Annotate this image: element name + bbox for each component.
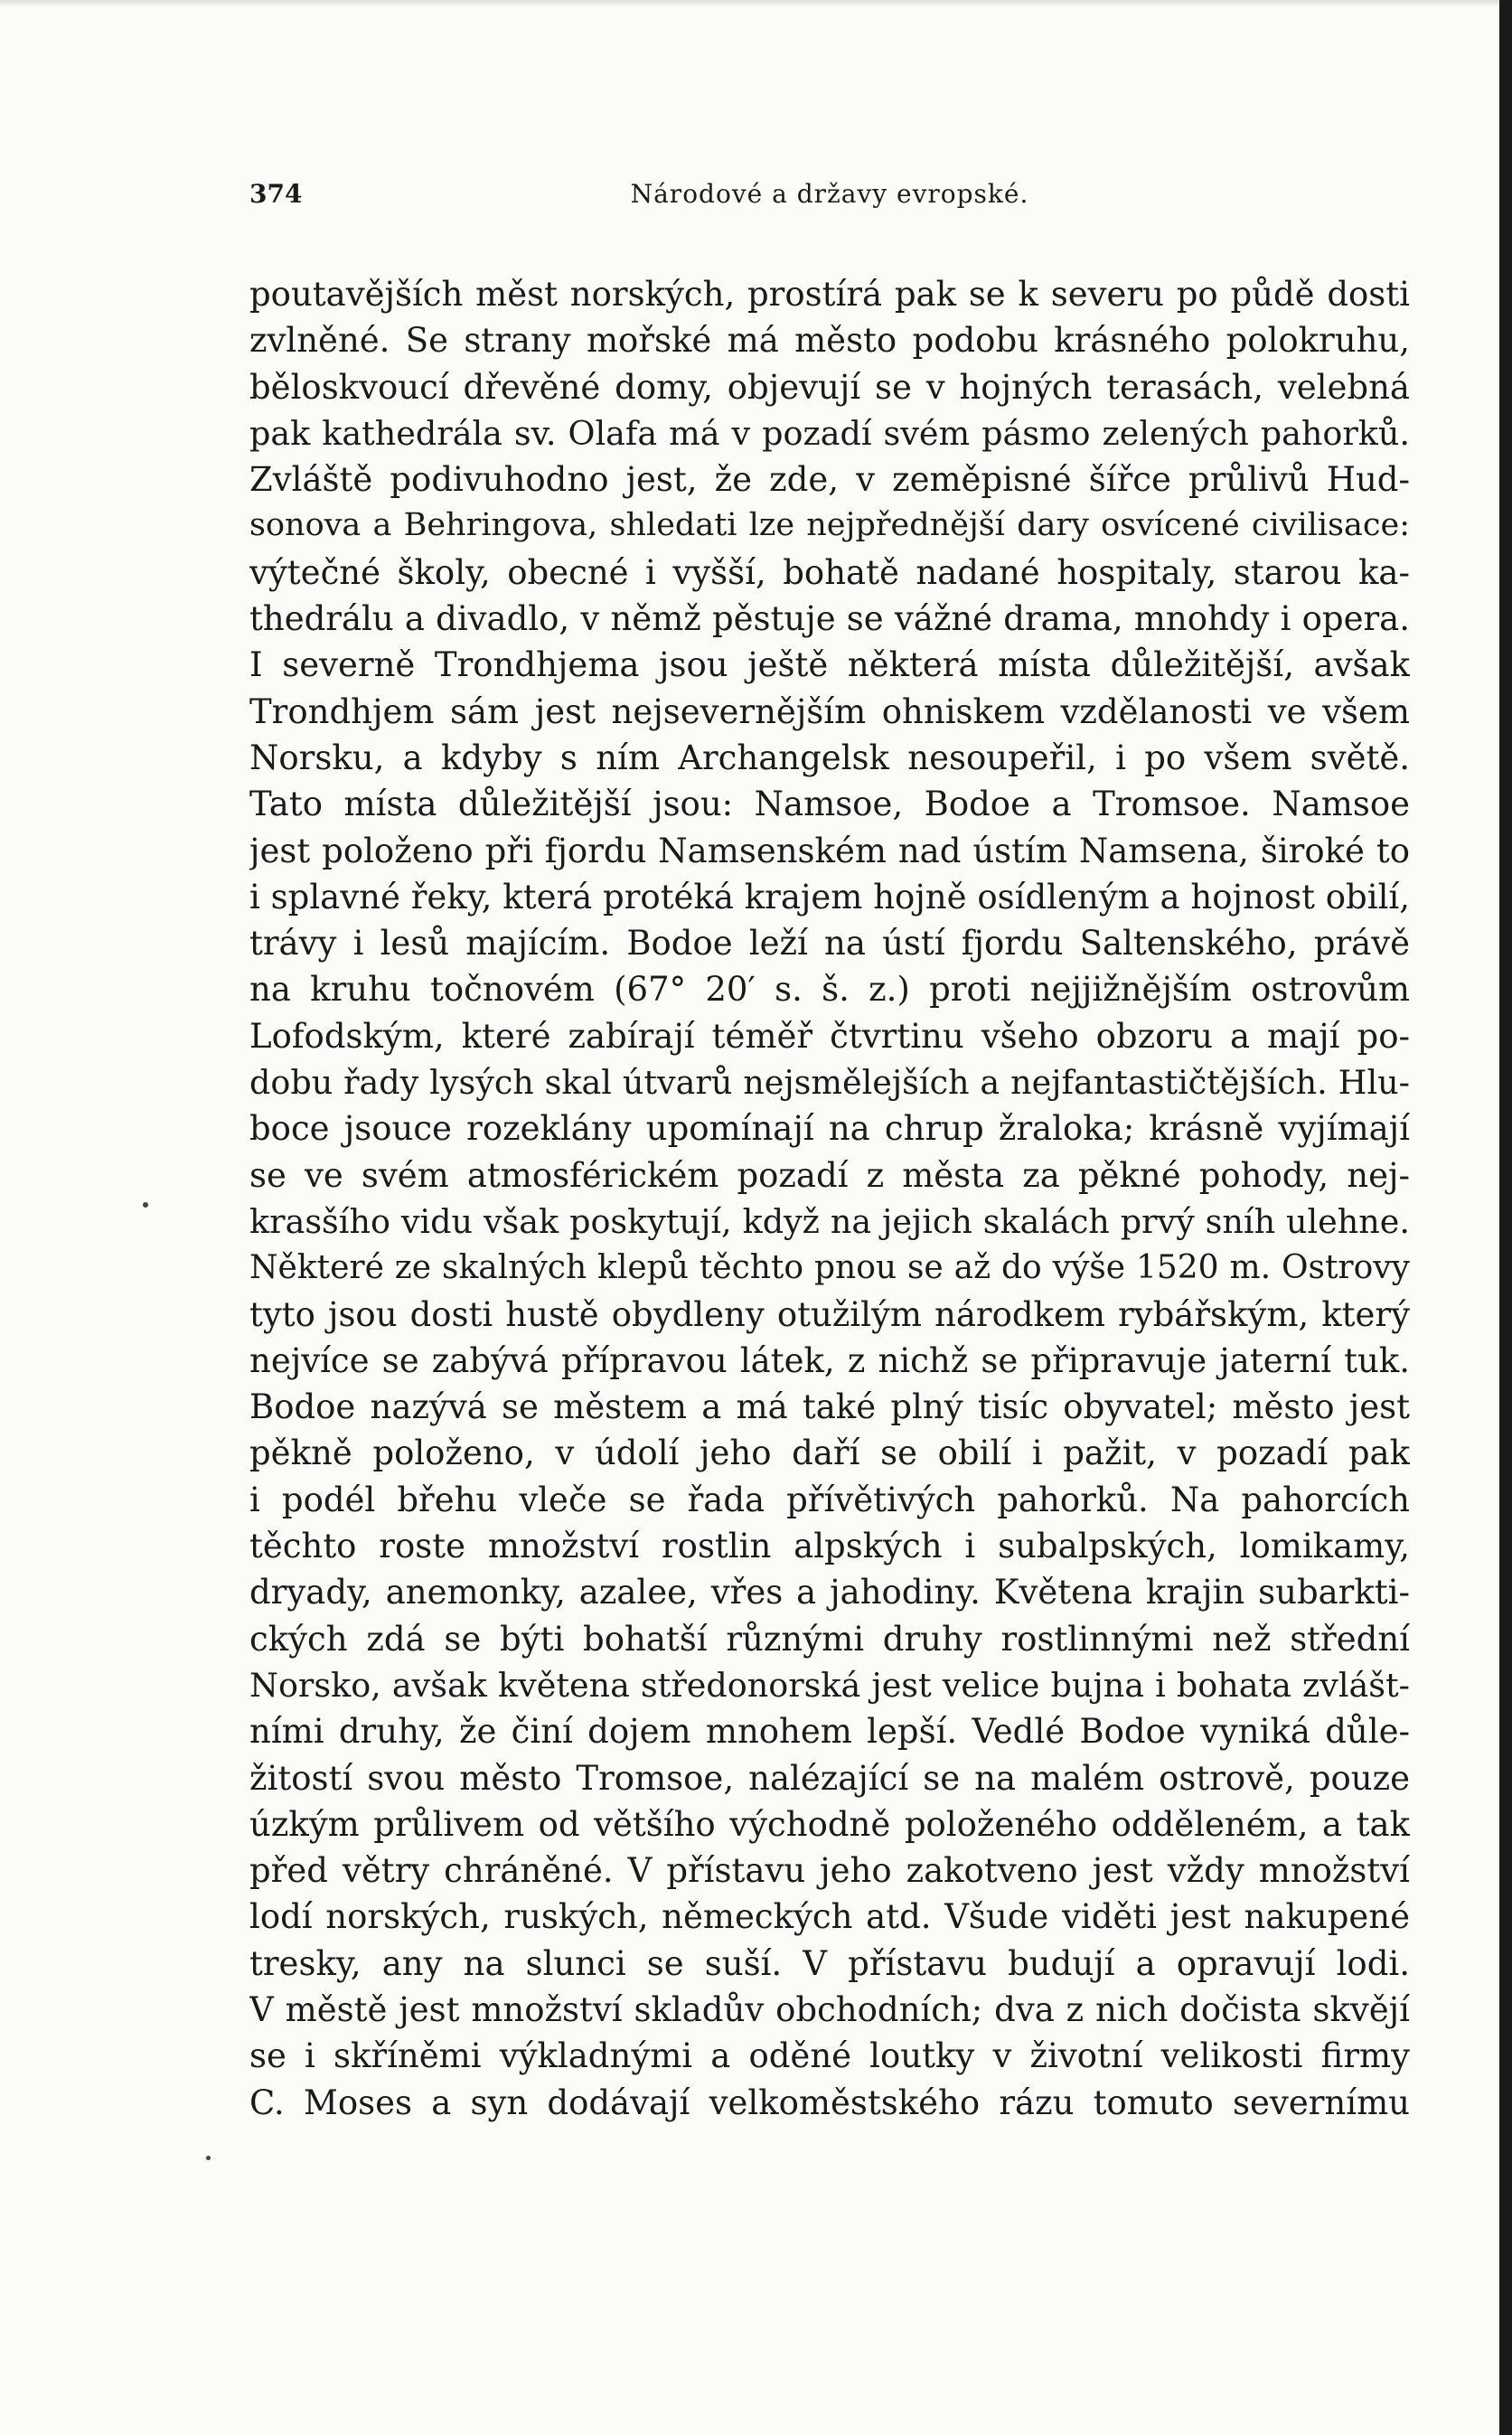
text-line: poutavějších měst norských, prostírá pak se k severu po půdě dosti <box>249 275 1410 314</box>
text-line: tyto jsou dosti hustě obydleny otužilým národkem rybářským, který <box>249 1294 1410 1334</box>
text-line: výtečné školy, obecné i vyšší, bohatě nadané hospitaly, starou ka- <box>249 552 1410 592</box>
text-line: Bodoe nazývá se městem a má také plný tisíc obyvatel; město jest <box>249 1387 1410 1427</box>
text-line: na kruhu točnovém (67° 20′ s. š. z.) proti nejjižnějším ostrovům <box>249 970 1410 1010</box>
body-text <box>249 271 1410 2126</box>
running-head: Národové a državy evropské. <box>630 179 1029 209</box>
text-line: úzkým průlivem od většího východně položeného odděleném, a tak <box>249 1804 1410 1844</box>
text-line: pěkně položeno, v údolí jeho daří se obilí i pažit, v pozadí pak <box>249 1434 1410 1473</box>
text-line: C. Moses a syn dodávají velkoměstského rázu tomuto severnímu <box>249 2082 1410 2122</box>
text-line: před větry chráněné. V přístavu jeho zakotveno jest vždy množství <box>249 1851 1410 1891</box>
text-line: se ve svém atmosférickém pozadí z města za pěkné pohody, nej- <box>249 1155 1410 1195</box>
text-line: Lofodským, které zabírají téměř čtvrtinu všeho obzoru a mají po- <box>249 1016 1410 1056</box>
text-line: i splavné řeky, která protéká krajem hojně osídleným a hojnost obilí, <box>249 877 1410 917</box>
text-line: těchto roste množství rostlin alpských i subalpských, lomikamy, <box>249 1527 1410 1566</box>
text-line: ckých zdá se býti bohatší různými druhy rostlinnými než střední <box>249 1619 1410 1659</box>
scan-top-edge <box>0 0 1512 7</box>
text-line: I severně Trondhjema jsou ještě některá místa důležitější, avšak <box>249 645 1410 685</box>
text-line: žitostí svou město Tromsoe, nalézající se na malém ostrově, pouze <box>249 1758 1410 1798</box>
scan-speck <box>143 1202 148 1208</box>
text-line: běloskvoucí dřevěné domy, objevují se v hojných terasách, velebná <box>249 367 1410 407</box>
text-line: trávy i lesů majícím. Bodoe leží na ústí fjordu Saltenského, právě <box>249 924 1410 964</box>
text-line: tresky, any na slunci se suší. V přístavu budují a opravují lodi. <box>249 1943 1410 1983</box>
text-line: dobu řady lysých skal útvarů nejsmělejších a nejfantastičtějších. Hlu- <box>249 1063 1410 1103</box>
text-line: jest položeno při fjordu Namsenském nad ústím Namsena, široké to <box>249 831 1410 870</box>
text-line: nejvíce se zabývá přípravou látek, z nichž se připravuje jaterní tuk. <box>249 1340 1410 1380</box>
text-line: Tato místa důležitější jsou: Namsoe, Bodoe a Tromsoe. Namsoe <box>249 785 1410 824</box>
text-line: pak kathedrála sv. Olafa má v pozadí svém pásmo zelených pahorků. <box>249 413 1410 453</box>
text-line: se i skříněmi výkladnými a oděné loutky v životní velikosti firmy <box>249 2036 1410 2076</box>
scan-right-edge <box>1499 0 1512 2435</box>
text-line: i podél břehu vleče se řada přívětivých pahorků. Na pahorcích <box>249 1480 1410 1519</box>
text-line: krasšího vidu však poskytují, když na jejich skalách prvý sníh ulehne. <box>249 1201 1410 1241</box>
text-line: thedrálu a divadlo, v němž pěstuje se vážné drama, mnohdy i opera. <box>249 599 1410 639</box>
scan-speck <box>206 2156 211 2160</box>
text-line: Některé ze skalných klepů těchto pnou se až do výše 1520 m. Ostrovy <box>249 1249 1410 1287</box>
text-line: sonova a Behringova, shledati lze nejpřednější dary osvícené civilisace: <box>249 507 1410 544</box>
text-line: Trondhjem sám jest nejsevernějším ohniskem vzdělanosti ve všem <box>249 691 1410 731</box>
page-number: 374 <box>249 179 303 209</box>
text-line: ními druhy, že činí dojem mnohem lepší. Vedlé Bodoe vyniká důle- <box>249 1712 1410 1752</box>
text-line: boce jsouce rozeklány upomínají na chrup žraloka; krásně vyjímají <box>249 1109 1410 1149</box>
text-line: zvlněné. Se strany mořské má město podobu krásného polokruhu, <box>249 321 1410 361</box>
text-line: dryady, anemonky, azalee, vřes a jahodiny. Květena krajin subarkti- <box>249 1573 1410 1612</box>
text-line: Norsko, avšak květena středonorská jest velice bujna i bohata zvlášt- <box>249 1665 1410 1705</box>
text-line: lodí norských, ruských, německých atd. Všude viděti jest nakupené <box>249 1897 1410 1937</box>
text-line: V městě jest množství skladův obchodních; dva z nich dočista skvějí <box>249 1989 1410 2029</box>
text-line: Zvláště podivuhodno jest, že zde, v zeměpisné šířce průlivů Hud- <box>249 460 1410 500</box>
page-header <box>249 179 1410 219</box>
text-line: Norsku, a kdyby s ním Archangelsk nesoupeřil, i po všem světě. <box>249 738 1410 777</box>
